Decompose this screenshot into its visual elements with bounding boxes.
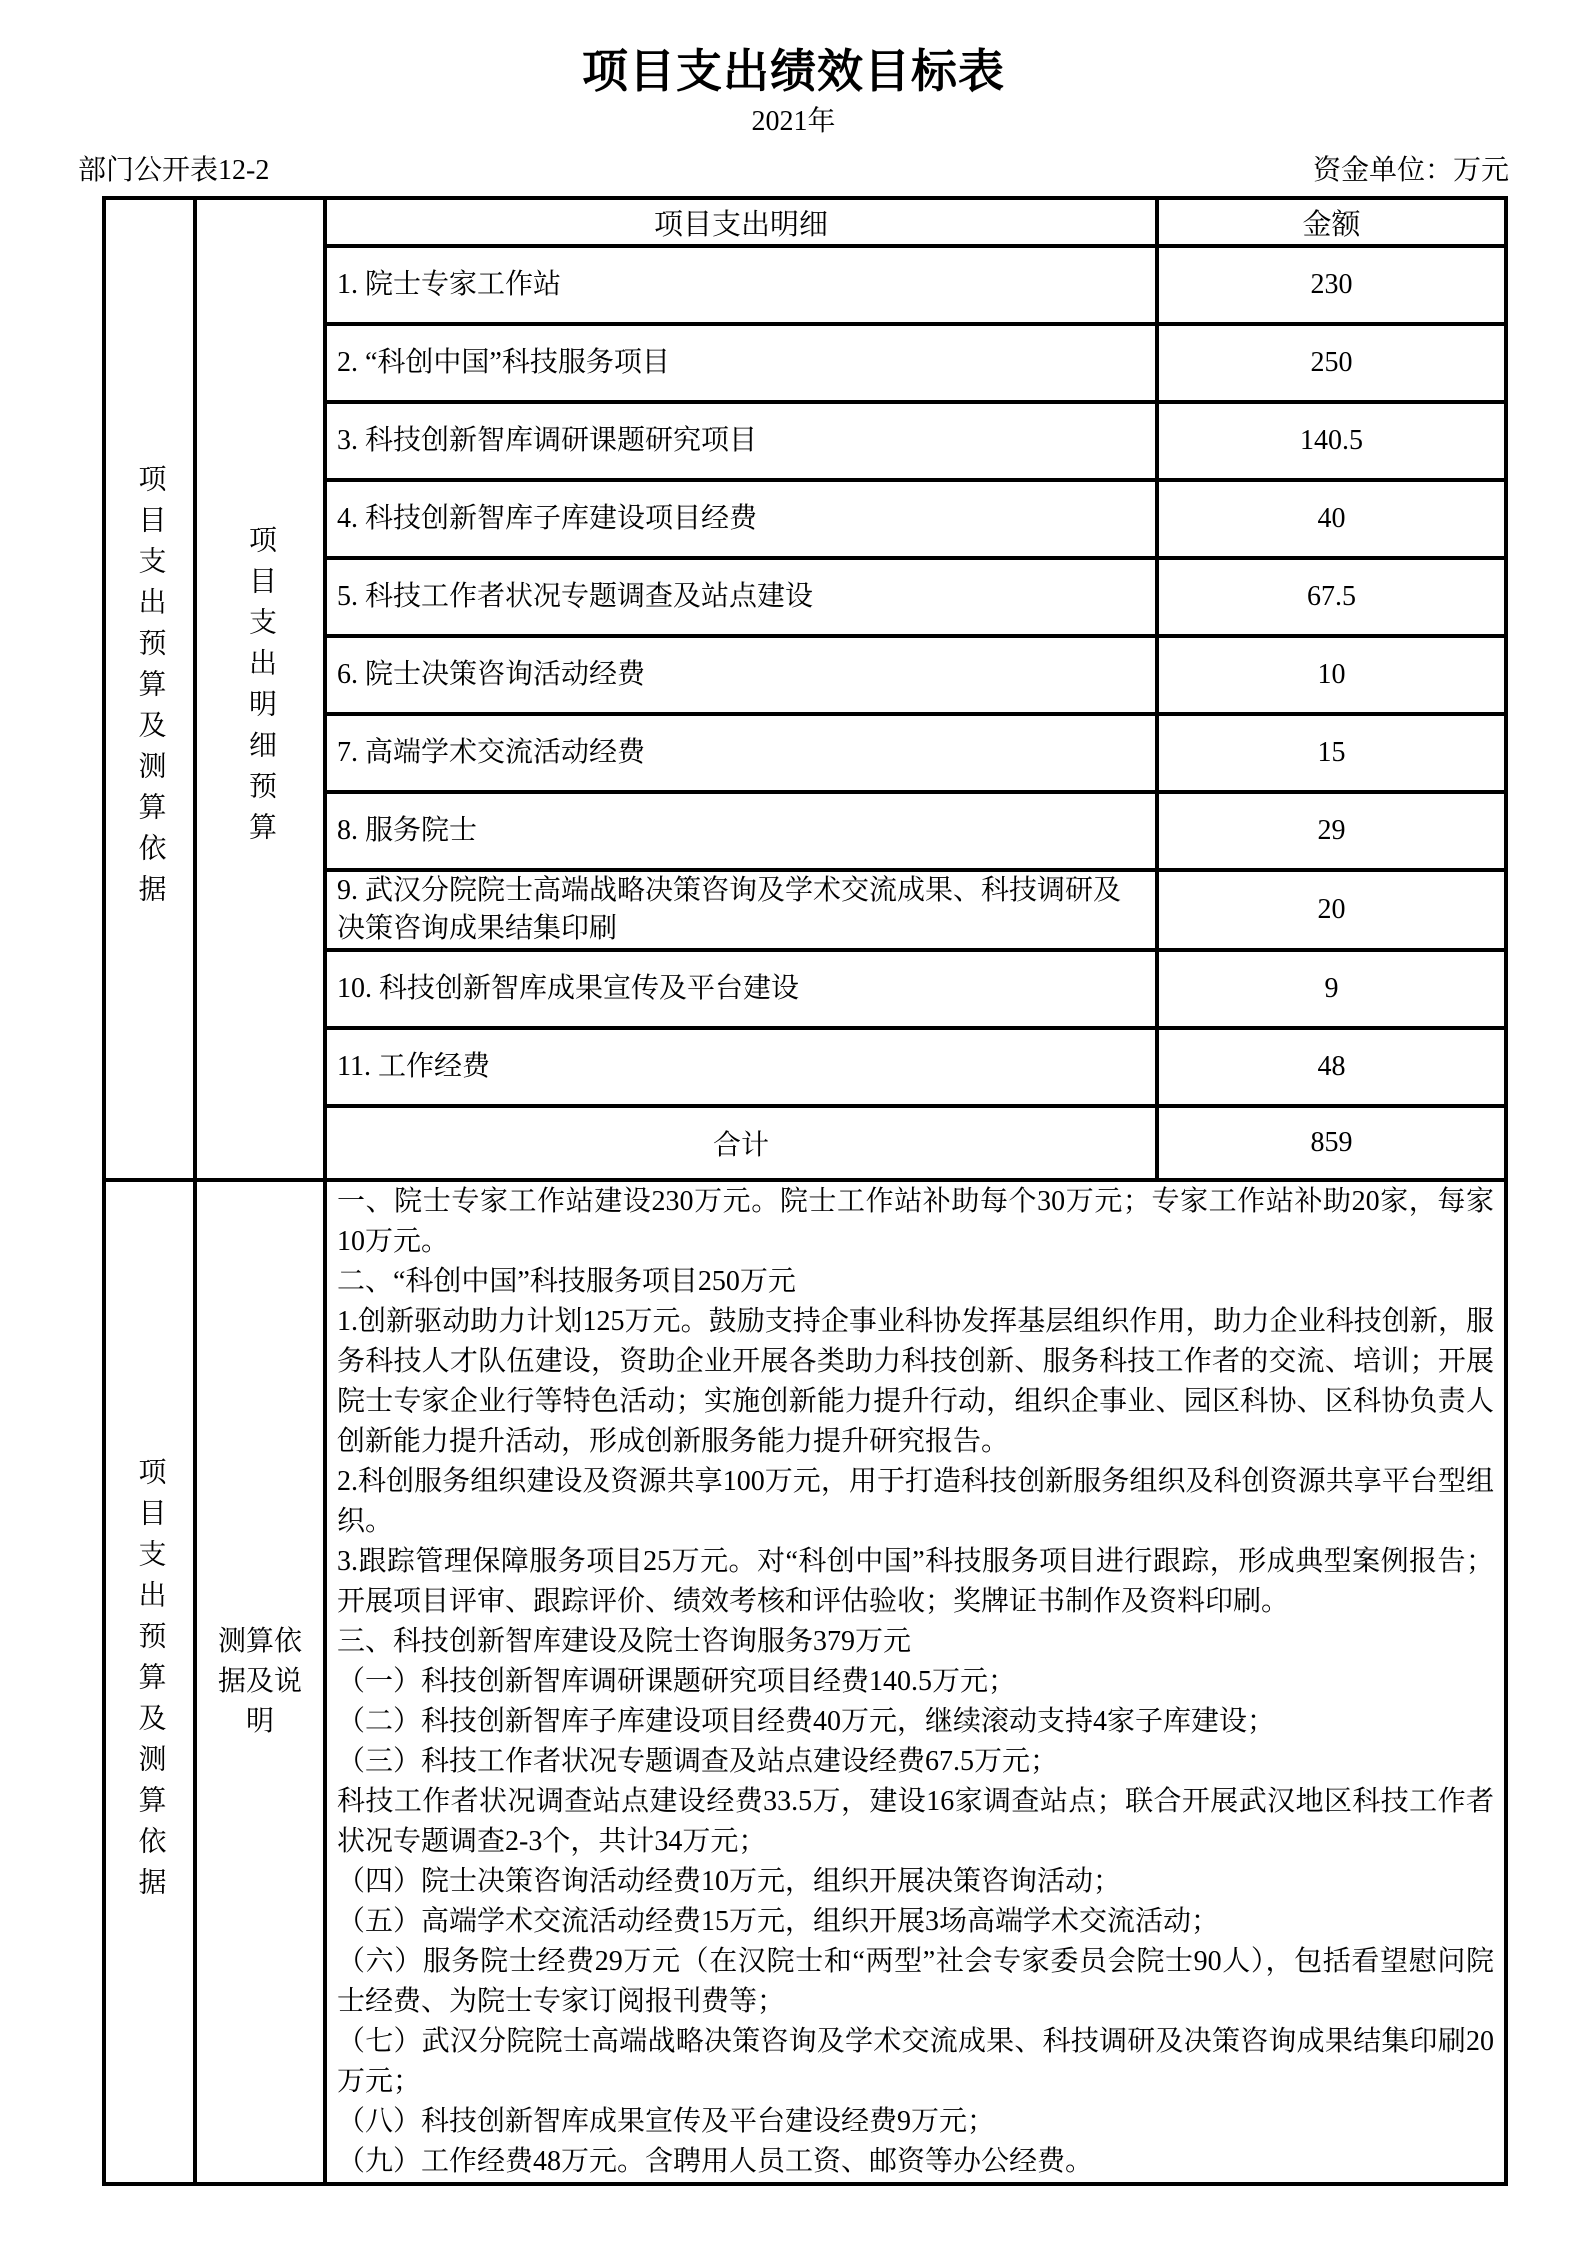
meta-row bbox=[78, 154, 1509, 188]
item-label: 7. 高端学术交流活动经费 bbox=[325, 714, 1157, 792]
item-label: 2. “科创中国”科技服务项目 bbox=[325, 324, 1157, 402]
item-label: 3. 科技创新智库调研课题研究项目 bbox=[325, 402, 1157, 480]
item-amount: 67.5 bbox=[1157, 558, 1506, 636]
row-group-cell-top bbox=[104, 198, 195, 1180]
page-title: 项目支出绩效目标表 bbox=[582, 46, 1005, 97]
basis-paragraph: 1.创新驱动助力计划125万元。鼓励支持企事业科协发挥基层组织作用，助力企业科技创新，服务科技人才队伍建设，资助企业开展各类助力科技创新、服务科技工作者的交流、培训；开展院士专家企业行等特色活动；实施创新能力提升行动，组织企事业、园区科协、区科协负责人创新能力提升活动，形成创新服务能力提升研究报告。 bbox=[337, 1306, 1494, 1457]
item-amount: 250 bbox=[1157, 324, 1506, 402]
basis-row bbox=[104, 1180, 1506, 2184]
item-label: 11. 工作经费 bbox=[325, 1028, 1157, 1106]
item-label: 9. 武汉分院院士高端战略决策咨询及学术交流成果、科技调研及决策咨询成果结集印刷 bbox=[325, 870, 1157, 950]
header-row bbox=[104, 198, 1506, 246]
detail-group-label: 项目支出明细预算 bbox=[245, 525, 276, 853]
budget-table bbox=[102, 196, 1508, 2186]
item-label: 1. 院士专家工作站 bbox=[325, 246, 1157, 324]
basis-paragraph: 3.跟踪管理保障服务项目25万元。对“科创中国”科技服务项目进行跟踪，形成典型案例报告；开展项目评审、跟踪评价、绩效考核和评估验收；奖牌证书制作及资料印刷。 bbox=[337, 1546, 1494, 1617]
row-group-label-bottom: 项目支出预算及测算依据 bbox=[134, 1456, 166, 1908]
item-amount: 40 bbox=[1157, 480, 1506, 558]
page-subtitle-year: 2021年 bbox=[751, 106, 836, 137]
row-group-cell-bottom bbox=[104, 1180, 195, 2184]
item-amount: 15 bbox=[1157, 714, 1506, 792]
basis-column-label: 测算依据及说明 bbox=[195, 1180, 325, 2184]
item-amount: 20 bbox=[1157, 870, 1506, 950]
basis-paragraph: （一）科技创新智库调研课题研究项目经费140.5万元； bbox=[337, 1666, 1017, 1697]
item-amount: 48 bbox=[1157, 1028, 1506, 1106]
amount-header-cell: 金额 bbox=[1157, 198, 1506, 246]
basis-paragraph: 一、院士专家工作站建设230万元。院士工作站补助每个30万元；专家工作站补助20家，每家10万元。 bbox=[337, 1186, 1494, 1257]
item-amount: 10 bbox=[1157, 636, 1506, 714]
basis-paragraph: 三、科技创新智库建设及院士咨询服务379万元 bbox=[337, 1626, 912, 1657]
basis-paragraph: （八）科技创新智库成果宣传及平台建设经费9万元； bbox=[337, 2106, 996, 2137]
unit-note: 资金单位：万元 bbox=[1312, 155, 1509, 186]
basis-paragraph: （九）工作经费48万元。含聘用人员工资、邮资等办公经费。 bbox=[337, 2146, 1094, 2177]
total-label: 合计 bbox=[325, 1106, 1157, 1180]
basis-paragraph: （五）高端学术交流活动经费15万元，组织开展3场高端学术交流活动； bbox=[337, 1906, 1220, 1937]
basis-paragraph: 2.科创服务组织建设及资源共享100万元，用于打造科技创新服务组织及科创资源共享平台型组织。 bbox=[337, 1466, 1494, 1537]
basis-paragraph: （三）科技工作者状况专题调查及站点建设经费67.5万元； bbox=[337, 1746, 1059, 1777]
item-amount: 230 bbox=[1157, 246, 1506, 324]
total-amount: 859 bbox=[1157, 1106, 1506, 1180]
item-label: 4. 科技创新智库子库建设项目经费 bbox=[325, 480, 1157, 558]
item-amount: 140.5 bbox=[1157, 402, 1506, 480]
item-amount: 29 bbox=[1157, 792, 1506, 870]
table-code: 部门公开表12-2 bbox=[78, 155, 270, 186]
basis-paragraph: （七）武汉分院院士高端战略决策咨询及学术交流成果、科技调研及决策咨询成果结集印刷20万元； bbox=[337, 2026, 1494, 2097]
basis-paragraph: 二、“科创中国”科技服务项目250万元 bbox=[337, 1266, 796, 1297]
basis-paragraph: （二）科技创新智库子库建设项目经费40万元，继续滚动支持4家子库建设； bbox=[337, 1706, 1276, 1737]
row-group-label-top: 项目支出预算及测算依据 bbox=[134, 463, 166, 915]
basis-paragraph: 科技工作者状况调查站点建设经费33.5万，建设16家调查站点；联合开展武汉地区科技工作者状况专题调查2-3个，共计34万元； bbox=[337, 1786, 1494, 1857]
item-label: 10. 科技创新智库成果宣传及平台建设 bbox=[325, 950, 1157, 1028]
item-label: 8. 服务院士 bbox=[325, 792, 1157, 870]
basis-paragraph: （四）院士决策咨询活动经费10万元，组织开展决策咨询活动； bbox=[337, 1866, 1122, 1897]
item-label: 6. 院士决策咨询活动经费 bbox=[325, 636, 1157, 714]
item-amount: 9 bbox=[1157, 950, 1506, 1028]
detail-header-cell: 项目支出明细 bbox=[325, 198, 1157, 246]
detail-group-cell bbox=[195, 198, 325, 1180]
basis-text-cell bbox=[325, 1180, 1506, 2184]
item-label: 5. 科技工作者状况专题调查及站点建设 bbox=[325, 558, 1157, 636]
basis-paragraph: （六）服务院士经费29万元（在汉院士和“两型”社会专家委员会院士90人），包括看望慰问院士经费、为院士专家订阅报刊费等； bbox=[337, 1946, 1494, 2017]
